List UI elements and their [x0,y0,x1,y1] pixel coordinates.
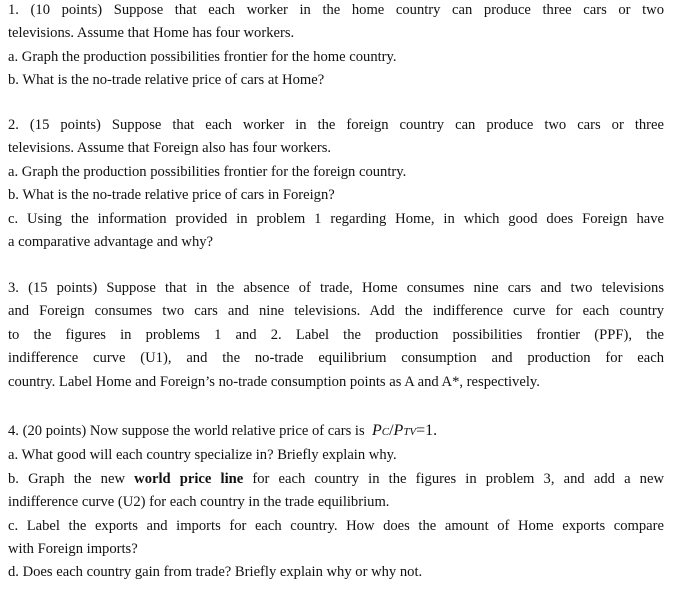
formula-s2: TV [403,426,417,438]
problem-4-intro-line [8,419,664,444]
problem-3-line-2: and Foreign consumes two cars and nine televisions. Add the indifference curve for each country [8,303,664,320]
problem-3 [8,277,664,394]
problem-2-line-1: 2. (15 points) Suppose that each worker in the foreign country can produce two cars or three [8,117,664,133]
formula-slash: / [389,422,394,439]
problem-3-line-4: indifference curve (U1), and the no-trade equilibrium consumption and production for each [8,350,664,367]
problem-2-line-2: televisions. Assume that Foreign also has four workers. [8,140,332,157]
formula-p1: P [371,422,382,439]
problem-3-line-1: 3. (15 points) Suppose that in the absence of trade, Home consumes nine cars and two televisions [8,280,664,296]
problem-1-line-1: 1. (10 points) Suppose that each worker in the home country can produce three cars or two [8,2,664,18]
formula-p2: P [393,422,404,439]
problem-2-part-c-cont: a comparative advantage and why? [8,234,214,251]
problem-4-part-c: c. Label the exports and imports for each country. How does the amount of Home exports compare [8,517,664,534]
problem-4-intro: 4. (20 points) Now suppose the world relative price of cars is [8,423,365,439]
price-ratio-formula [372,422,437,439]
problem-4-part-a: a. What good will each country specialize in? Briefly explain why. [8,447,397,464]
problem-2 [8,114,664,254]
problem-1-part-a: a. Graph the production possibilities frontier for the home country. [8,48,397,65]
problem-1-part-b: b. What is the no-trade relative price of cars at Home? [8,72,325,89]
problem-2-part-c: c. Using the information provided in problem 1 regarding Home, in which good does Foreign have [8,210,664,227]
world-price-line-term: world price line [134,470,244,487]
problem-1-line-2: televisions. Assume that Home has four workers. [8,25,295,42]
problem-1 [8,0,664,93]
problem-4-part-b-post: for each country in the figures in problem 3, and add a new [252,470,664,487]
problem-4 [8,419,664,585]
formula-s1: C [381,426,390,438]
problem-4-part-b-cont: indifference curve (U2) for each country in the trade equilibrium. [8,494,390,511]
problem-4-part-b [8,468,664,491]
problem-4-part-b-pre: b. Graph the new [8,470,125,487]
problem-2-part-a: a. Graph the production possibilities frontier for the foreign country. [8,163,407,180]
problem-4-part-c-cont: with Foreign imports? [8,541,138,558]
problem-3-line-3: to the figures in problems 1 and 2. Label the production possibilities frontier (PPF), the [8,326,664,343]
problem-3-line-5: country. Label Home and Foreign’s no-trade consumption points as A and A*, respectively. [8,373,540,390]
problem-4-part-d: d. Does each country gain from trade? Briefly explain why or why not. [8,564,423,581]
problem-2-part-b: b. What is the no-trade relative price of cars in Foreign? [8,187,335,204]
formula-rest: =1. [416,422,438,439]
